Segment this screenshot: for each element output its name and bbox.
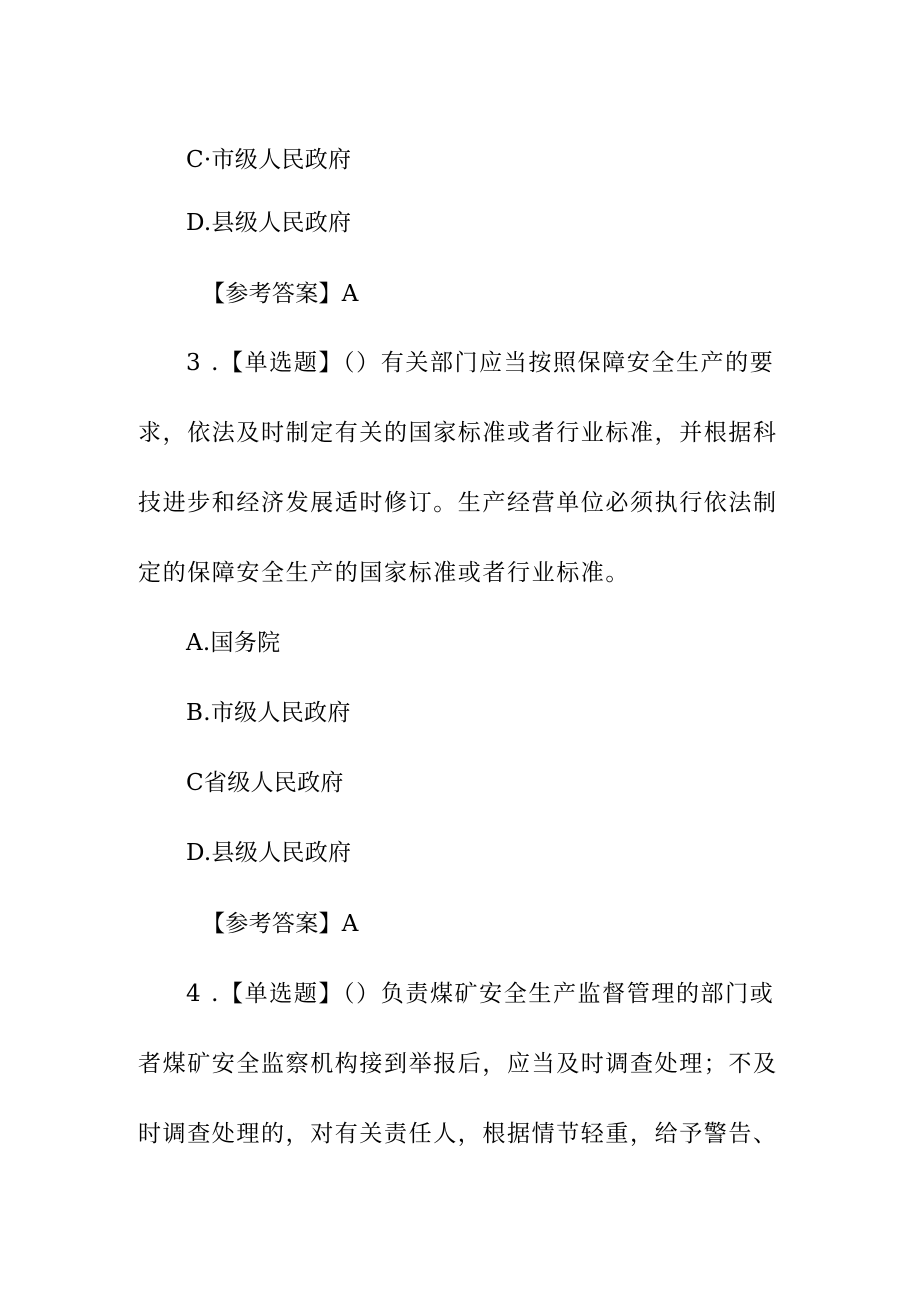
- q3-option-c: C省级人民政府: [186, 770, 344, 796]
- q4-question-line-3: 时调查处理的，对有关责任人，根据情节轻重，给予警告、: [138, 1121, 778, 1147]
- q4-question-line-2: 者煤矿安全监察机构接到举报后，应当及时调查处理；不及: [138, 1051, 778, 1077]
- q3-answer: 【参考答案】A: [202, 911, 359, 937]
- q4-question-line-1: 4 .【单选题】（）负责煤矿安全生产监督管理的部门或: [186, 981, 775, 1007]
- q3-option-a: A.国务院: [186, 630, 281, 656]
- q3-question-line-2: 求，依法及时制定有关的国家标准或者行业标准，并根据科: [138, 420, 778, 446]
- q2-answer: 【参考答案】A: [202, 281, 359, 307]
- q3-option-b: B.市级人民政府: [186, 700, 351, 726]
- q3-question-line-1: 3 .【单选题】（）有关部门应当按照保障安全生产的要: [186, 350, 775, 376]
- q3-question-line-4: 定的保障安全生产的国家标准或者行业标准。: [138, 560, 630, 586]
- q3-option-d: D.县级人民政府: [186, 840, 352, 866]
- q3-question-line-3: 技进步和经济发展适时修订。生产经营单位必须执行依法制: [138, 490, 778, 516]
- q2-option-c: C·市级人民政府: [186, 147, 352, 173]
- q2-option-d: D.县级人民政府: [186, 210, 352, 236]
